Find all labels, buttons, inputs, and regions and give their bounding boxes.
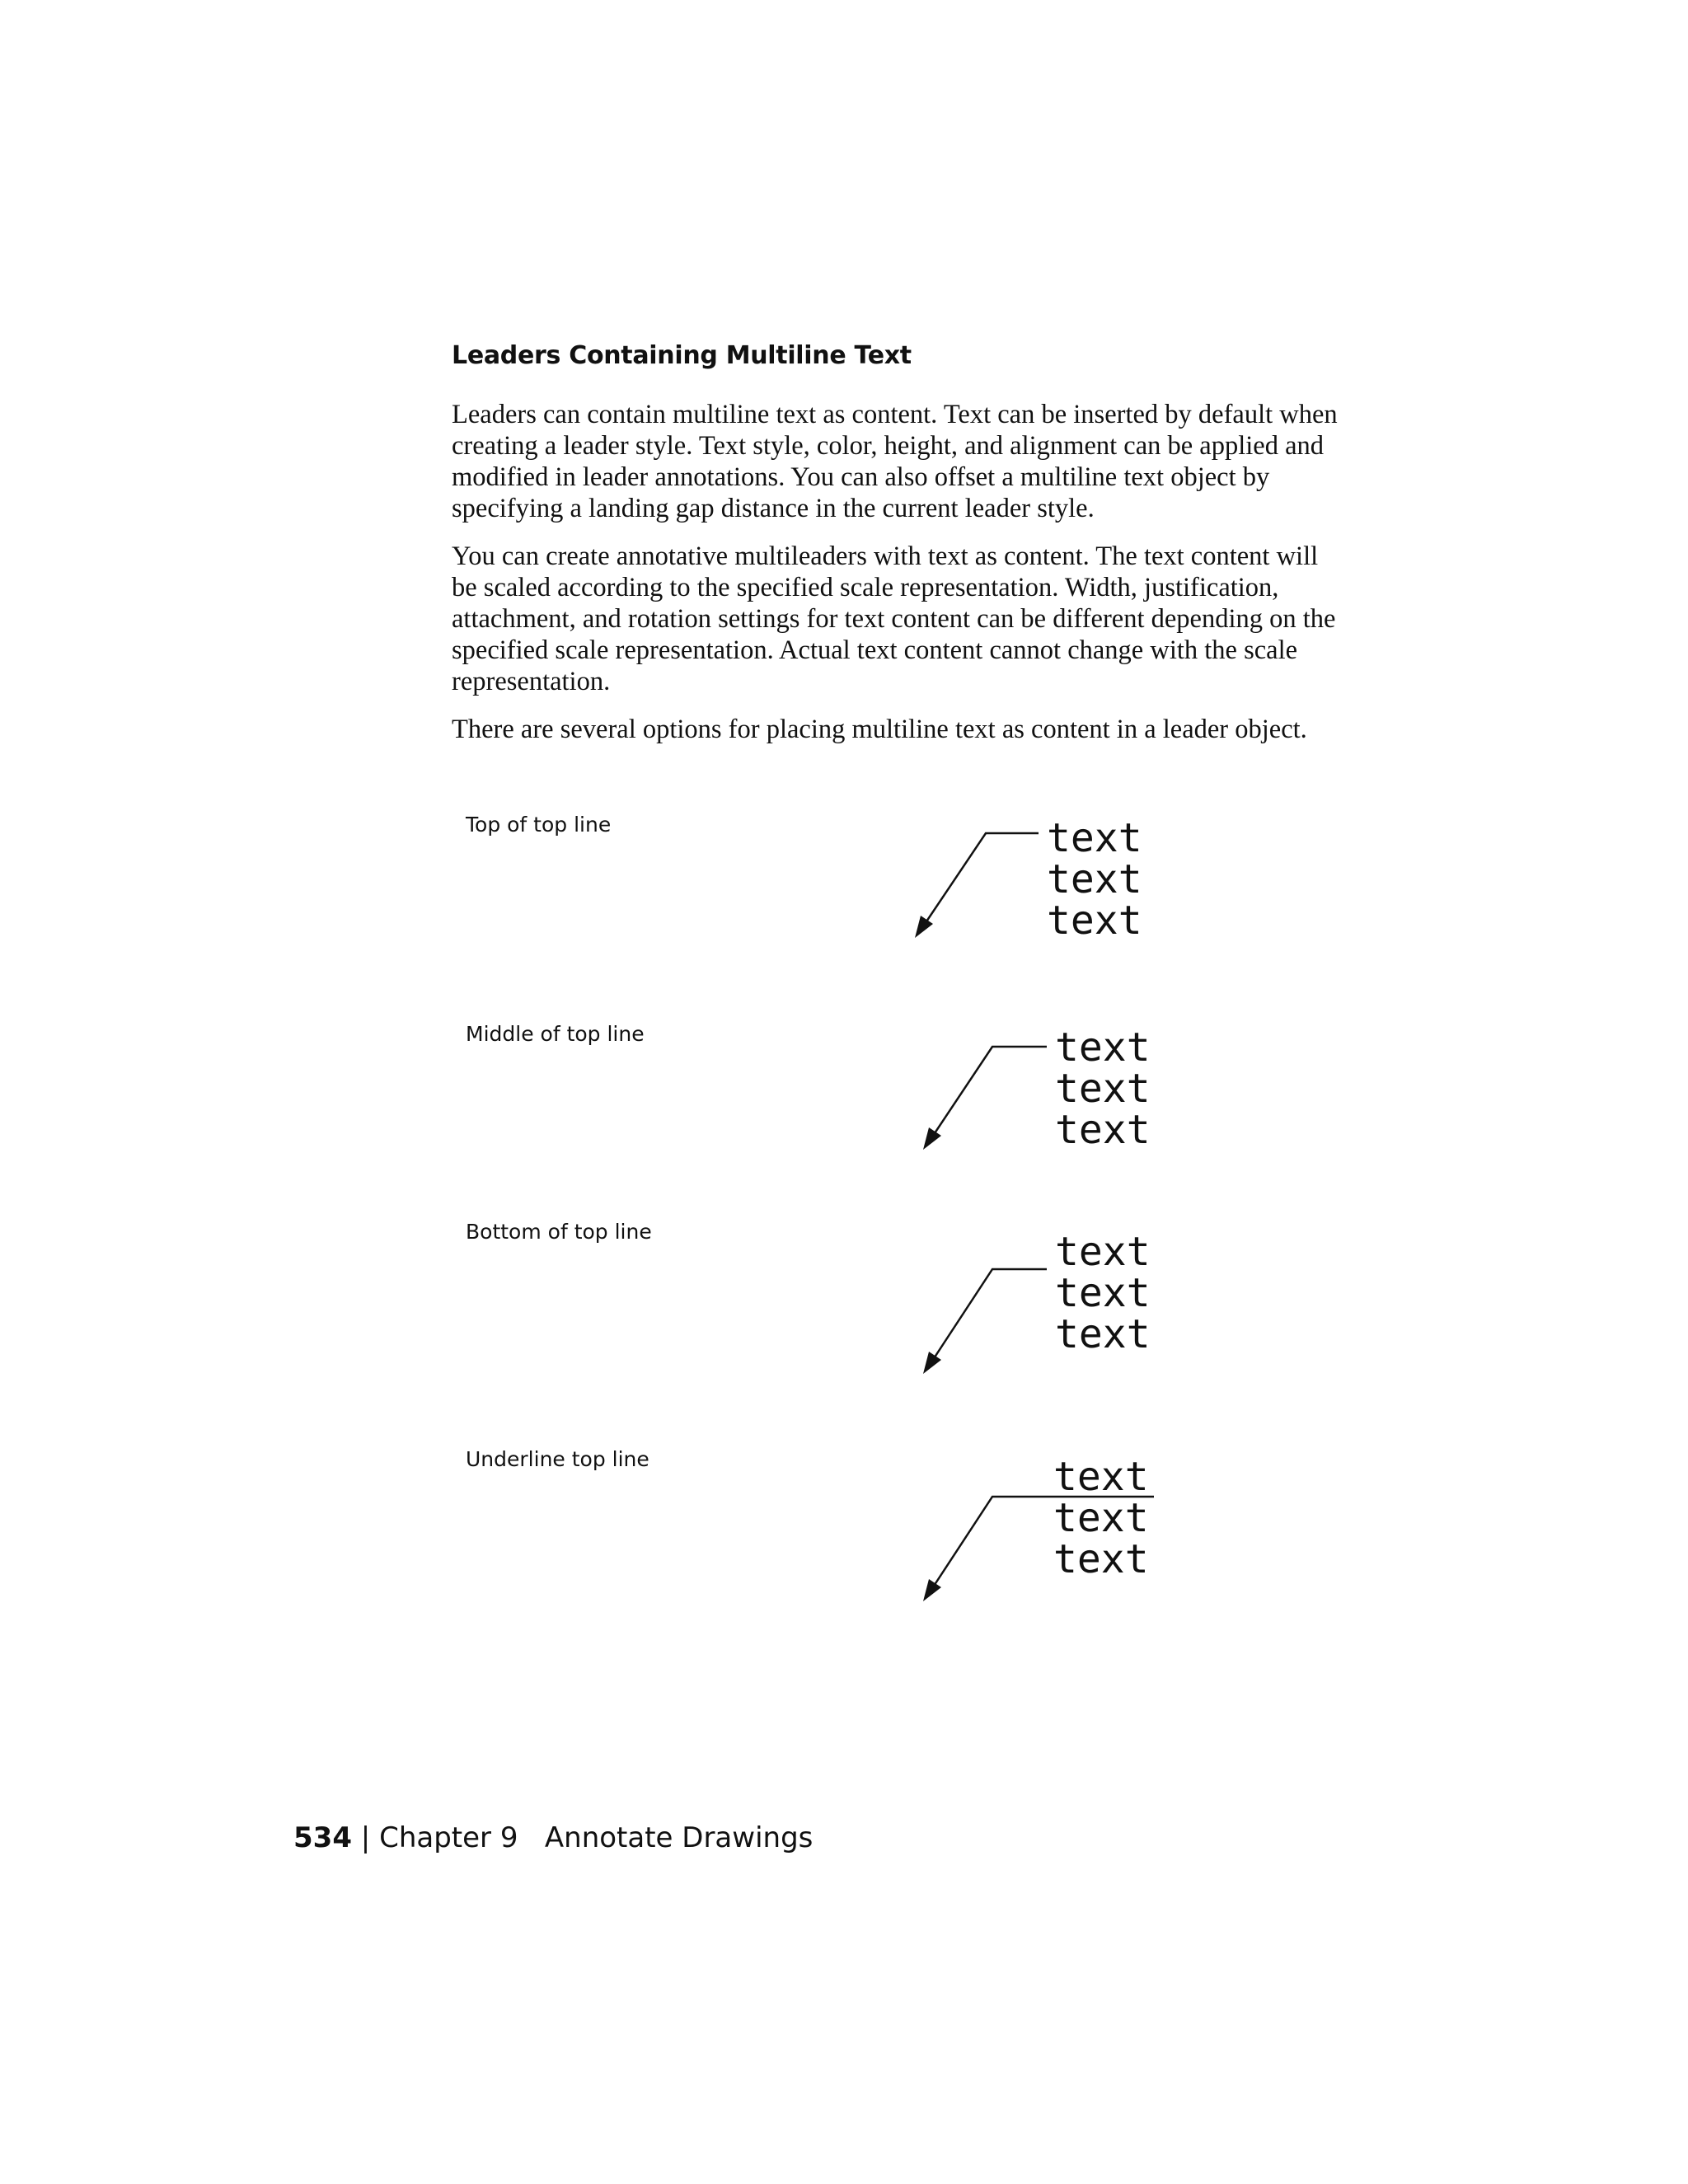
- leader-diagram-underline-top-line: [907, 1451, 1203, 1599]
- mtext-line: text: [1053, 1536, 1149, 1582]
- body-paragraph: Leaders can contain multiline text as content. Text can be inserted by default when creating a leader style. Text style, color, height, and alignment can be applied and modified in leader annotations. You can also offset a multiline text object by specifying a landing gap distance in the current leader style.: [452, 400, 1338, 523]
- mtext-line: text: [1055, 1229, 1151, 1275]
- mtext-line: text: [1053, 1454, 1149, 1500]
- mtext-line: text: [1047, 898, 1142, 944]
- chapter-title: Annotate Drawings: [544, 1821, 814, 1854]
- footer-separator: |: [360, 1821, 371, 1854]
- arrowhead-icon: [923, 1127, 941, 1150]
- mtext-line: text: [1047, 856, 1142, 902]
- example-label-bottom-of-top-line: Bottom of top line: [466, 1220, 652, 1244]
- chapter-label: Chapter 9: [379, 1821, 518, 1854]
- body-paragraph: You can create annotative multileaders with text as content. The text content will be scaled according to the specified scale representation. Width, justification, attachment, and rotation settings for text content can be different depending on the specified scale representation. Actual text content cannot change with the scale representation.: [452, 541, 1336, 696]
- section-heading: Leaders Containing Multiline Text: [452, 341, 912, 370]
- leader-line: [926, 1269, 1047, 1370]
- leader-diagram-bottom-of-top-line: [907, 1224, 1203, 1372]
- mtext-line: text: [1055, 1107, 1151, 1153]
- example-label-underline-top-line: Underline top line: [466, 1447, 649, 1471]
- page-number: 534: [293, 1821, 352, 1854]
- mtext-line: text: [1055, 1311, 1151, 1357]
- example-label-top-of-top-line: Top of top line: [466, 813, 612, 837]
- mtext-line: text: [1055, 1066, 1151, 1112]
- mtext-line: text: [1055, 1024, 1151, 1071]
- arrowhead-icon: [923, 1579, 941, 1601]
- arrowhead-icon: [923, 1352, 941, 1374]
- mtext-line: text: [1053, 1495, 1149, 1541]
- leader-line: [918, 833, 1039, 934]
- arrowhead-icon: [915, 916, 933, 938]
- leader-diagram-middle-of-top-line: [907, 1015, 1203, 1164]
- body-paragraph: There are several options for placing multiline text as content in a leader object.: [452, 715, 1307, 744]
- leader-line: [926, 1047, 1047, 1146]
- mtext-line: text: [1055, 1270, 1151, 1316]
- leader-diagram-top-of-top-line: [907, 812, 1203, 960]
- mtext-line: text: [1047, 815, 1142, 861]
- page-footer: [293, 1821, 813, 1854]
- example-label-middle-of-top-line: Middle of top line: [466, 1022, 645, 1046]
